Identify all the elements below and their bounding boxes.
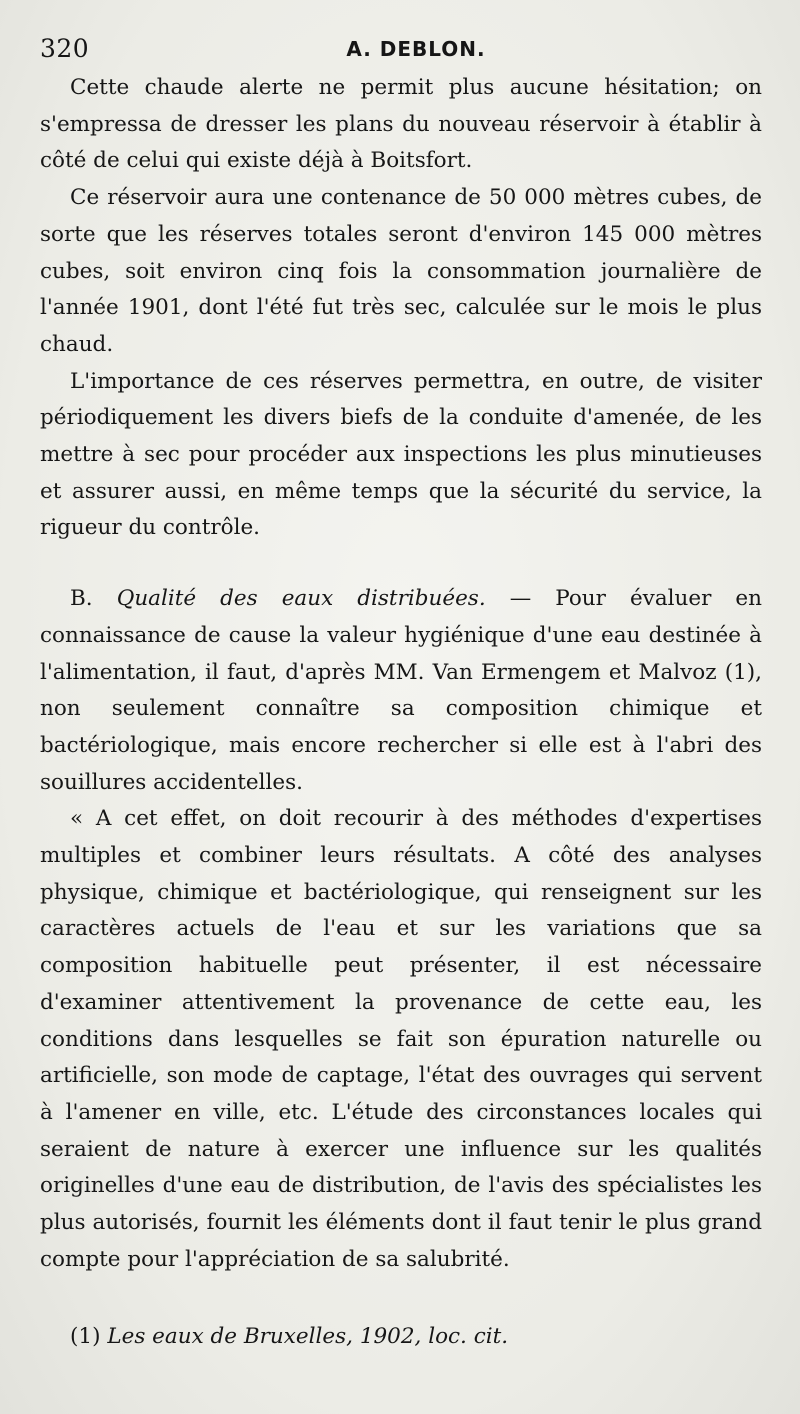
footnote-gap [40, 1279, 762, 1319]
paragraph-reservoir: Ce réservoir aura une contenance de 50 000 mètres cubes, de sorte que les réserves totales seront d'environ 145 000 mètres cubes, soit environ cinq fois la consommation journalière de l'année 1901, dont l'été fut très sec, calculée sur le mois le plus chaud. [40, 185, 762, 357]
page-number: 320 [40, 34, 90, 63]
section-gap [40, 547, 762, 581]
body-text [40, 70, 762, 1355]
paragraph-alert: Cette chaude alerte ne permit plus aucune hésitation; on s'empressa de dresser les plans du nouveau réservoir à établir à côté de celui qui existe déjà à Boitsfort. [40, 75, 762, 174]
running-head: A. DEBLON. [346, 37, 486, 61]
paragraph-reserves: L'importance de ces réserves permettra, en outre, de visiter périodiquement les divers biefs de la conduite d'amenée, de les mettre à sec pour procéder aux inspections les plus minutieuses et assurer aussi, en même temps que la sécurité du service, la rigueur du contrôle. [40, 368, 762, 541]
footnote-title: Les eaux de Bruxelles, [107, 1323, 353, 1349]
page-header [40, 30, 762, 70]
section-b-paragraph [40, 581, 762, 801]
section-b-title: Qualité des eaux distribuées. [116, 586, 486, 612]
footnote-rest: 1902, loc. cit. [359, 1323, 509, 1349]
footnote [40, 1319, 762, 1356]
footnote-marker: (1) [70, 1323, 101, 1349]
quote-paragraph: « A cet effet, on doit recourir à des méthodes d'expertises multiples et combiner leurs résultats. A côté des analyses physique, chimique et bactériologique, qui renseignent sur les caractères actuels de l'eau et sur les variations que sa composition habituelle peut présenter, il est nécessaire d'examiner attentivement la provenance de cette eau, les conditions dans lesquelles se fait son épuration naturelle ou artificielle, son mode de captage, l'état des ouvrages qui servent à l'amener en ville, etc. L'étude des circonstances locales qui seraient de nature à exercer une influence sur les qualités originelles d'une eau de distribution, de l'avis des spécialistes les plus autorisés, fournit les éléments dont il faut tenir le plus grand compte pour l'appréciation de sa salubrité. [40, 806, 762, 1272]
section-b-text: — Pour évaluer en connaissance de cause la valeur hygiénique d'une eau destinée à l'alimentation, il faut, d'après MM. Van Ermengem et Malvoz (1), non seulement connaître sa composition chimique et bactériologique, mais encore rechercher si elle est à l'abri des souillures accidentelles. [40, 586, 762, 795]
section-b-label: B. [70, 586, 93, 612]
